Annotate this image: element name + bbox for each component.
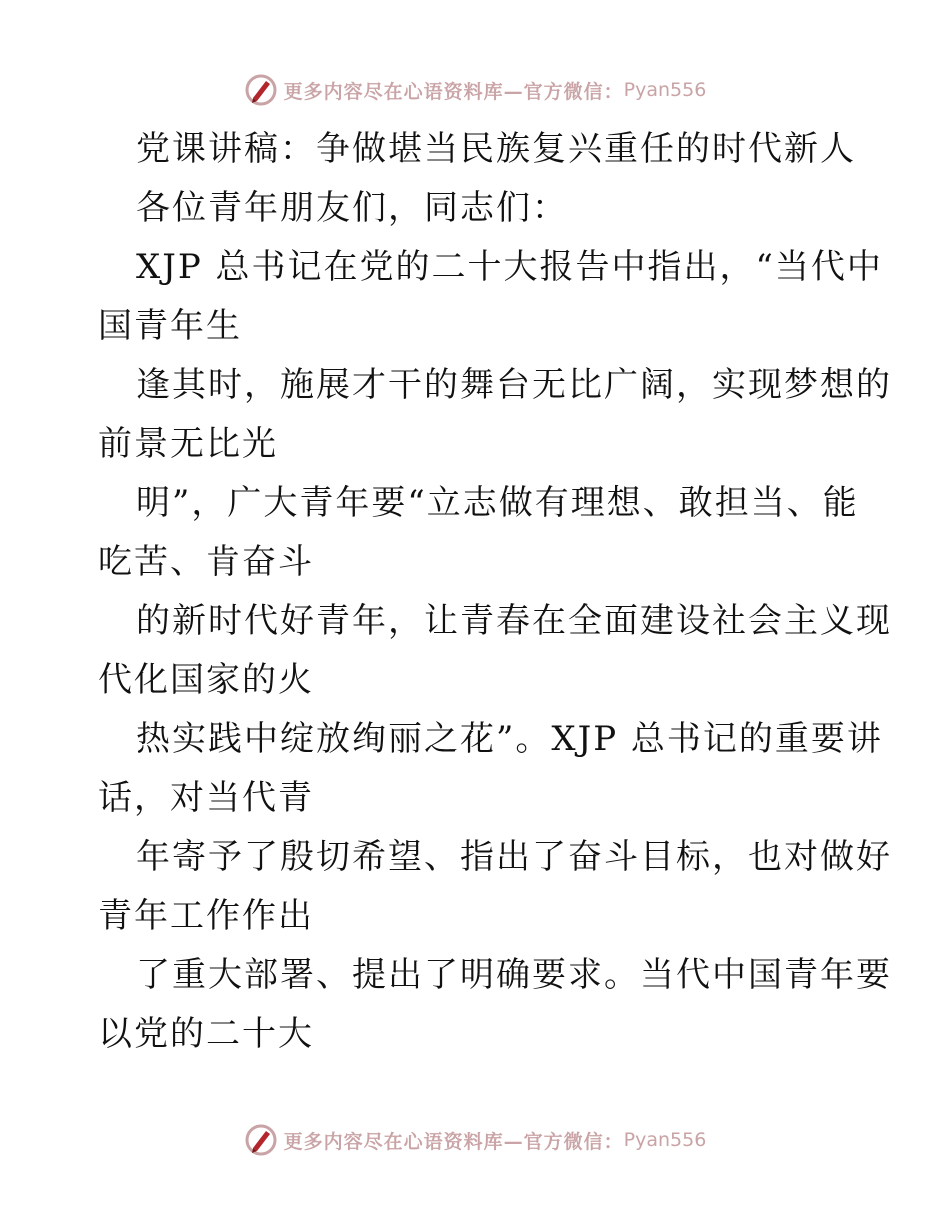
paragraph-line: 的新时代好青年，让青春在全面建设社会主义现 — [136, 601, 892, 641]
pen-logo-icon — [244, 73, 278, 107]
paragraph-line: 吃苦、肯奋斗 — [98, 542, 314, 582]
paragraph-line: 以党的二十大 — [98, 1014, 314, 1054]
paragraph-line: 热实践中绽放绚丽之花”。XJP 总书记的重要讲 — [136, 719, 883, 759]
header-wechat-id: Pyan556 — [623, 79, 707, 101]
paragraph-line: 代化国家的火 — [98, 660, 314, 700]
document-title: 党课讲稿：争做堪当民族复兴重任的时代新人 — [136, 129, 856, 169]
paragraph-line: 了重大部署、提出了明确要求。当代中国青年要 — [136, 955, 892, 995]
pen-logo-icon — [244, 1123, 278, 1157]
paragraph-line: 话，对当代青 — [98, 778, 314, 818]
paragraph-line: 国青年生 — [98, 306, 242, 346]
paragraph-line: 前景无比光 — [98, 424, 278, 464]
paragraph-line: XJP 总书记在党的二十大报告中指出，“当代中 — [136, 247, 883, 287]
paragraph-line: 明”，广大青年要“立志做有理想、敢担当、能 — [136, 483, 859, 523]
footer-watermark-text: 更多内容尽在心语资料库—官方微信： — [283, 1130, 624, 1153]
document-body — [98, 120, 892, 1064]
paragraph-line: 逢其时，施展才干的舞台无比广阔，实现梦想的 — [136, 365, 892, 405]
header-watermark-text: 更多内容尽在心语资料库—官方微信： — [283, 80, 624, 103]
footer-wechat-id: Pyan556 — [623, 1129, 707, 1151]
footer-watermark — [0, 1120, 950, 1160]
document-greeting: 各位青年朋友们，同志们： — [136, 188, 568, 228]
paragraph-line: 年寄予了殷切希望、指出了奋斗目标，也对做好 — [136, 837, 892, 877]
header-watermark — [0, 70, 950, 110]
paragraph-line: 青年工作作出 — [98, 896, 314, 936]
